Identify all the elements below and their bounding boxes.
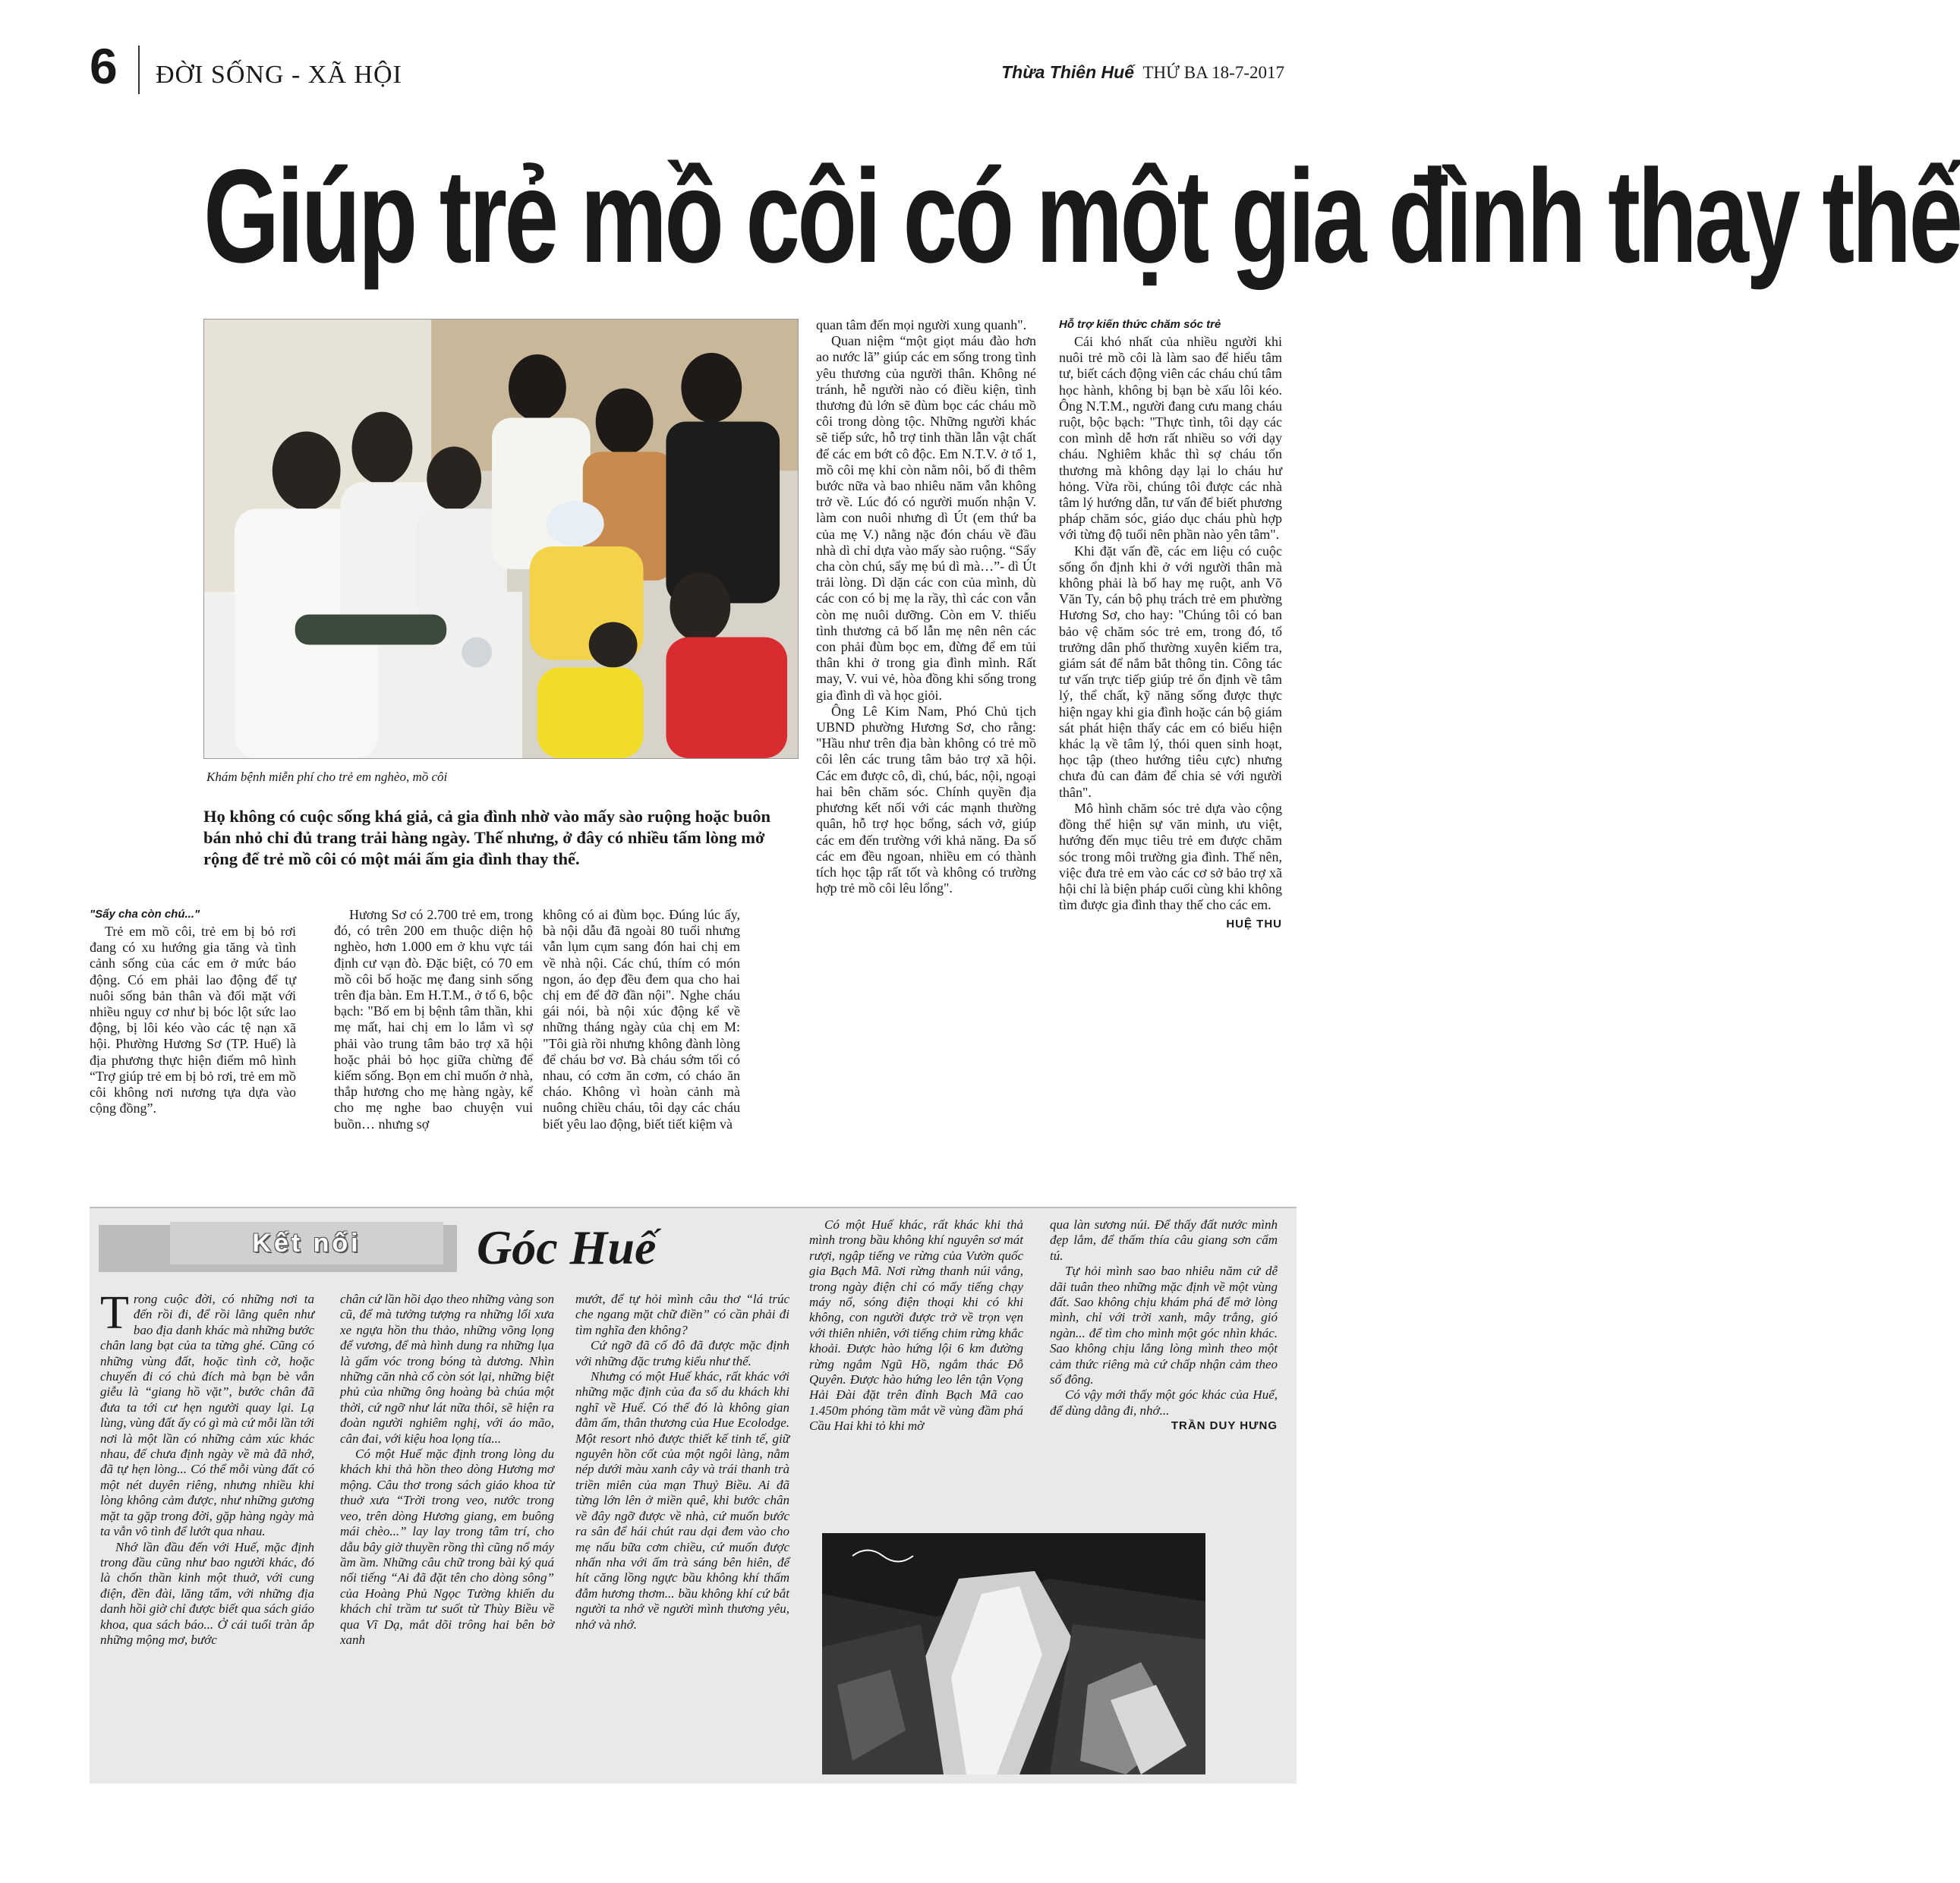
paragraph: Có một Huế mặc định trong lòng du khách khi thả hồn theo dòng Hương mơ mộng. Câu thơ trong sách giáo khoa từ thuở xưa “Trời trong veo, nước trong veo, trên dòng Hương giang, em buông mái chèo...” lay lay trong tâm trí, cho dẫu bây giờ thuyền rồng thì cũng nổ máy ầm ầm. Những câu chữ trong bài ký quá nổi tiếng “Ai đã đặt tên cho dòng sông” của Hoàng Phủ Ngọc Tường khiến du khách chỉ trầm tư suốt từ Thùy Biều về qua Vĩ Dạ, mắt dõi trông hai bên bờ xanh (340, 1447, 554, 1647)
subheading-2: Hỗ trợ kiến thức chăm sóc trẻ (1059, 318, 1221, 331)
paragraph: Ông Lê Kim Nam, Phó Chủ tịch UBND phường Hương Sơ, cho rằng: "Hầu như trên địa bàn không có trẻ mồ côi lên các trung tâm bảo trợ xã hội. Các em được cô, dì, chú, bác, nội, ngoại hai bên chăm sóc. Chính quyền địa phương kết nối với các mạnh thường quân, hỗ trợ học bổng, sách vở, giúp các em đến trường với khả năng. Đa số các em đều ngoan, nhiều em có thành tích học tập rất tốt và không có trường hợp trẻ mồ côi lêu lổng". (816, 703, 1036, 896)
painting-illustration (822, 1533, 1205, 1774)
article-sapo: Họ không có cuộc sống khá giả, cả gia đình nhờ vào mấy sào ruộng hoặc buôn bán nhỏ chỉ đủ trang trải hàng ngày. Thế nhưng, ở đây có nhiều tấm lòng mở rộng để trẻ mồ côi có một mái ấm gia đình thay thế. (203, 807, 771, 868)
clinic-photo-illustration (204, 320, 798, 758)
box-column-3 (575, 1292, 789, 1633)
box-column-1 (100, 1287, 314, 1648)
paragraph: quan tâm đến mọi người xung quanh". (816, 317, 1027, 332)
page-number: 6 (90, 38, 118, 94)
column-title: Góc Huế (477, 1220, 657, 1274)
paragraph: Cứ ngỡ đã cố đô đã được mặc định với những đặc trưng kiểu như thế. (575, 1338, 789, 1368)
paragraph: Trẻ em mồ côi, trẻ em bị bỏ rơi đang có xu hướng gia tăng và tình cảnh sống của các em ở mức báo động. Có em phải lao động để tự nuôi sống bản thân và đối mặt với nhiều nguy cơ như bị bóc lột sức lao động, bị lôi kéo vào các tệ nạn xã hội. Phường Hương Sơ (TP. Huế) là địa phương thực hiện điểm mô hình “Trợ giúp trẻ em bị bỏ rơi, trẻ em mồ côi không nơi nương tựa dựa vào cộng đồng”. (90, 924, 296, 1116)
header-divider (138, 46, 140, 94)
paragraph: Trong cuộc đời, có những nơi ta đến rồi đi, để rồi lãng quên như bao địa danh khác mà những bước chân lang bạt của ta từng ghé. Cũng có những vùng đất, hoặc tình cờ, hoặc chuyến đi có chủ đích mà bạn bè vẫn giễu là “giang hồ vặt”, bước chân đã đưa ta tới cư hẹn người quay lại. Lạ lùng, vùng đất ấy có gì mà cứ mỗi lần tới nơi là một lần có những cảm xúc khác nhau, để chưa định ngày về mà đã nhớ, đã tự hẹn lòng... Có thể mỗi vùng đất có một nét duyên riêng, nhưng nhiều khi lòng không cảm được, như những gương mặt ta gặp trong đời, gặp hàng ngày mà ta vẫn vô tình để lướt qua nhau. (100, 1287, 314, 1539)
article-column-3 (543, 907, 740, 1132)
article-column-1 (90, 907, 296, 1116)
paragraph: Nhưng có một Huế khác, rất khác với những mặc định của đa số du khách khi nghĩ về Huế. Có thể đó là không gian đằm ấm, thân thương của Hue Ecolodge. Một resort nhỏ được thiết kế tinh tế, giữ nguyên hồn cốt của một ngôi làng, nằm nép dưới màu xanh cây và trái thanh trà triền miên của mạn Thuỷ Biều. Ai đã từng lớn lên ở miền quê, khi bước chân về đây ngỡ được về nhà, cứ muốn bước ra sân để hái chút rau dại đem vào cho mẹ nấu bữa cơm chiều, cứ muốn được nhấn nha với ấm trà sáng bên hiên, để hít căng lồng ngực bầu không khí thấm đẫm hương thơm... bầu không khí cứ bắt người ta nhớ về người mình thương yêu, nhớ và nhớ. (575, 1369, 789, 1632)
page-header (0, 0, 1368, 106)
waterfall-painting (822, 1533, 1205, 1774)
subheading-1: "Sẩy cha còn chú..." (90, 908, 200, 921)
article-column-2 (334, 907, 533, 1132)
paragraph: Khi đặt vấn đề, các em liệu có cuộc sống ổn định khi ở với người thân mà không phải là bố hay mẹ ruột, anh Võ Văn Ty, cán bộ phụ trách trẻ em phường Hương Sơ, cho hay: "Chúng tôi có ban bảo vệ chăm sóc trẻ em, trong đó, tổ trưởng dân phố thường xuyên kiểm tra, giám sát để nắm bắt thông tin. Công tác tư vấn trực tiếp giúp trẻ ổn định về tâm lý, thể chất, kỹ năng sống được thực hiện ngay khi gia đình hoặc cán bộ giám sát phát hiện thấy các em có biểu hiện khác lạ về tâm lý, thói quen sinh hoạt, học tập (theo hướng tiêu cực) nhưng chưa đủ can đảm để chia sẻ với người thân". (1059, 543, 1282, 800)
box-column-5 (1050, 1217, 1278, 1434)
article-headline: Giúp trẻ mồ côi có một gia đình thay thế (203, 141, 1960, 291)
box-column-2 (340, 1292, 554, 1648)
paragraph: Tự hỏi mình sao bao nhiêu năm cứ dễ dãi tuân theo những mặc định về một vùng đất. Sao không chịu khám phá để mở lòng mình, chỉ với trời xanh, mây trắng, gió ngàn... để tìm cho mình một góc nhìn khác. Sao không chịu lắng lòng mình theo một cảm thức riêng mà cứ chấp nhận cảm theo số đông. (1050, 1264, 1278, 1387)
article-byline: HUỆ THU (1226, 918, 1282, 931)
paragraph: Nhớ lần đầu đến với Huế, mặc định trong đầu cũng như bao người khác, đó là chốn thần kinh một thuở, với cung điện, đền đài, lăng tẩm, với những địa danh hồi giờ chỉ được biết qua sách giáo khoa, qua sách báo... Ở cái tuổi tràn ắp những mộng mơ, bước (100, 1539, 314, 1647)
article-photo (203, 319, 799, 759)
goc-hue-column-box (90, 1207, 1297, 1784)
section-name: ĐỜI SỐNG - XÃ HỘI (156, 61, 402, 89)
paragraph: Cái khó nhất của nhiều người khi nuôi trẻ mồ côi là làm sao để hiểu tâm tư, biết cách động viên các cháu chú tâm học hành, không bị bạn bè xấu lôi kéo. Ông N.T.M., người đang cưu mang cháu ruột, bộc bạch: "Thực tình, tôi dạy các con mình dễ hơn rất nhiều so với dạy cháu. Nghiêm khắc thì sợ cháu tổn thương mà không dạy lại lo cháu hư hỏng. Vừa rồi, chúng tôi được các nhà tâm lý hướng dẫn, tư vấn để biết phương pháp chăm sóc, giáo dục cháu phù hợp với từng độ tuổi nên phần nào yên tâm". (1059, 334, 1282, 543)
column-kicker: Kết nối (170, 1222, 443, 1264)
paragraph: Có một Huế khác, rất khác khi thả mình trong bầu không khí nguyên sơ mát rượi, ngập tiếng ve rừng của Vườn quốc gia Bạch Mã. Nơi rừng thanh núi vắng, trong ngày điện chỉ có mấy tiếng chạy máy nổ, sóng điện thoại khi có khi không, con người được trở về trọn vẹn với thiên nhiên, với tiếng chim rừng khắc khoải. Được hào hứng lội 6 km đường rừng ngắm Ngũ Hồ, ngắm thác Đỗ Quyên. Được hào hứng leo lên tận Vọng Hải Đài đặt trên đỉnh Bạch Mã cao 1.450m phóng tầm mắt về vùng đầm phá Cầu Hai khi tỏ khi mờ (809, 1217, 1023, 1434)
paper-name: Thừa Thiên Huế (1001, 62, 1134, 82)
article-column-5 (1059, 317, 1282, 933)
paragraph: Hương Sơ có 2.700 trẻ em, trong đó, có trên 200 em thuộc diện hộ nghèo, hơn 1.000 em ở khu vực tái định cư vạn đò. Đặc biệt, có 70 em mồ côi bố hoặc mẹ đang sinh sống trên địa bàn. Em H.T.M., ở tổ 6, bộc bạch: "Bố em bị bệnh tâm thần, khi mẹ mất, hai chị em lo lắm vì sợ phải vào trung tâm bảo trợ xã hội hoặc phải bỏ học giữa chừng để kiếm sống. Bọn em chỉ muốn ở nhà, thắp hương cho mẹ hàng ngày, kể cho mẹ nghe bao chuyện vui buồn… nhưng sợ (334, 907, 533, 1132)
photo-caption: Khám bệnh miễn phí cho trẻ em nghèo, mồ côi (206, 770, 448, 784)
issue-date: THỨ BA 18-7-2017 (1142, 63, 1284, 82)
paragraph: qua làn sương núi. Để thấy đất nước mình đẹp lắm, để thấm thía câu giang sơn cẩm tú. (1050, 1217, 1278, 1263)
paragraph: Quan niệm “một giọt máu đào hơn ao nước lã” giúp các em sống trong tình yêu thương của người thân. Không né tránh, hễ người nào có điều kiện, tình thương đủ lớn sẽ đùm bọc các cháu mồ côi trong dòng tộc. Những người khác sẽ tiếp sức, hỗ trợ tinh thần lẫn vật chất để các em bớt cô độc. Em N.T.V. ở tổ 1, mồ côi mẹ khi còn nằm nôi, bố đi thêm bước nữa và bao nhiêu năm vẫn không trở về. Lúc đó có người muốn nhận V. làm con nuôi nhưng dì Út (em thứ ba của mẹ V.) nằng nặc đón cháu về đầu nhà dì chỉ dựa vào mấy sào ruộng. “Sẩy cha còn chú, sẩy mẹ bú dì mà…”- dì Út trải lòng. Dì dặn các con của mình, dù các con có bị mẹ la rầy, thì các con vẫn còn mẹ nuôi dưỡng. Còn em V. thiếu tình thương cả bố lẫn mẹ nên nên các con phải đùm bọc em, đừng để em tủi thân khi ở trong gia đình mình. Rất may, V. vui vẻ, hòa đồng khi sống trong gia đình dì và học giỏi. (816, 333, 1036, 703)
paragraph: chân cứ lần hồi dạo theo những vàng son cũ, để mà tưởng tượng ra những lối xưa xe ngựa hồn thu thảo, những võng lọng để vương, để mà hình dung ra những lụa là gấm vóc trong bóng tà dương. Nhìn những căn nhà cổ còn sót lại, những biệt phủ của những ông hoàng bà chúa một thời, cứ ngỡ như lát nữa thôi, sẽ hiện ra đoàn người nghiêm nghị, với áo mão, cân đai, với kiệu hoa lọng tía... (340, 1292, 555, 1446)
column-byline: TRẦN DUY HƯNG (1171, 1419, 1278, 1433)
paragraph: mướt, để tự hỏi mình câu thơ “lá trúc che ngang mặt chữ điền” có cần phải đi tìm nghĩa đen không? (575, 1292, 789, 1337)
paragraph: không có ai đùm bọc. Đúng lúc ấy, bà nội dẫu đã ngoài 80 tuổi nhưng vẫn lụm cụm sang đón hai chị em về nhà nội. Các chú, thím có món ngon, áo đẹp đều đem qua cho hai chị em để đỡ đần nội". Nghe cháu gái nói, bà nội xúc động kể về những tháng ngày của chị em M: "Tôi già rồi nhưng không đành lòng để cháu bơ vơ. Bà cháu sớm tối có nhau, có cơm ăn cơm, có cháo ăn cháo. Không vì hoàn cảnh mà nuông chiều cháu, tôi dạy các cháu biết yêu lao động, biết tiết kiệm và (543, 907, 740, 1132)
paragraph: Có vậy mới thấy một góc khác của Huế, để dùng dằng đi, nhớ... (1050, 1387, 1278, 1418)
box-column-4 (809, 1217, 1023, 1434)
article-column-4 (816, 317, 1036, 896)
dropcap: T (100, 1287, 129, 1339)
publication-info (1001, 62, 1284, 83)
paragraph: Mô hình chăm sóc trẻ dựa vào cộng đồng thể hiện sự văn minh, ưu việt, hướng đến mục tiêu trẻ em được chăm sóc trong môi trường gia đình. Thế nên, việc đưa trẻ em vào các cơ sở bảo trợ xã hội chỉ là biện pháp cuối cùng khi không tìm được gia đình thay thế cho các em. (1059, 800, 1282, 913)
